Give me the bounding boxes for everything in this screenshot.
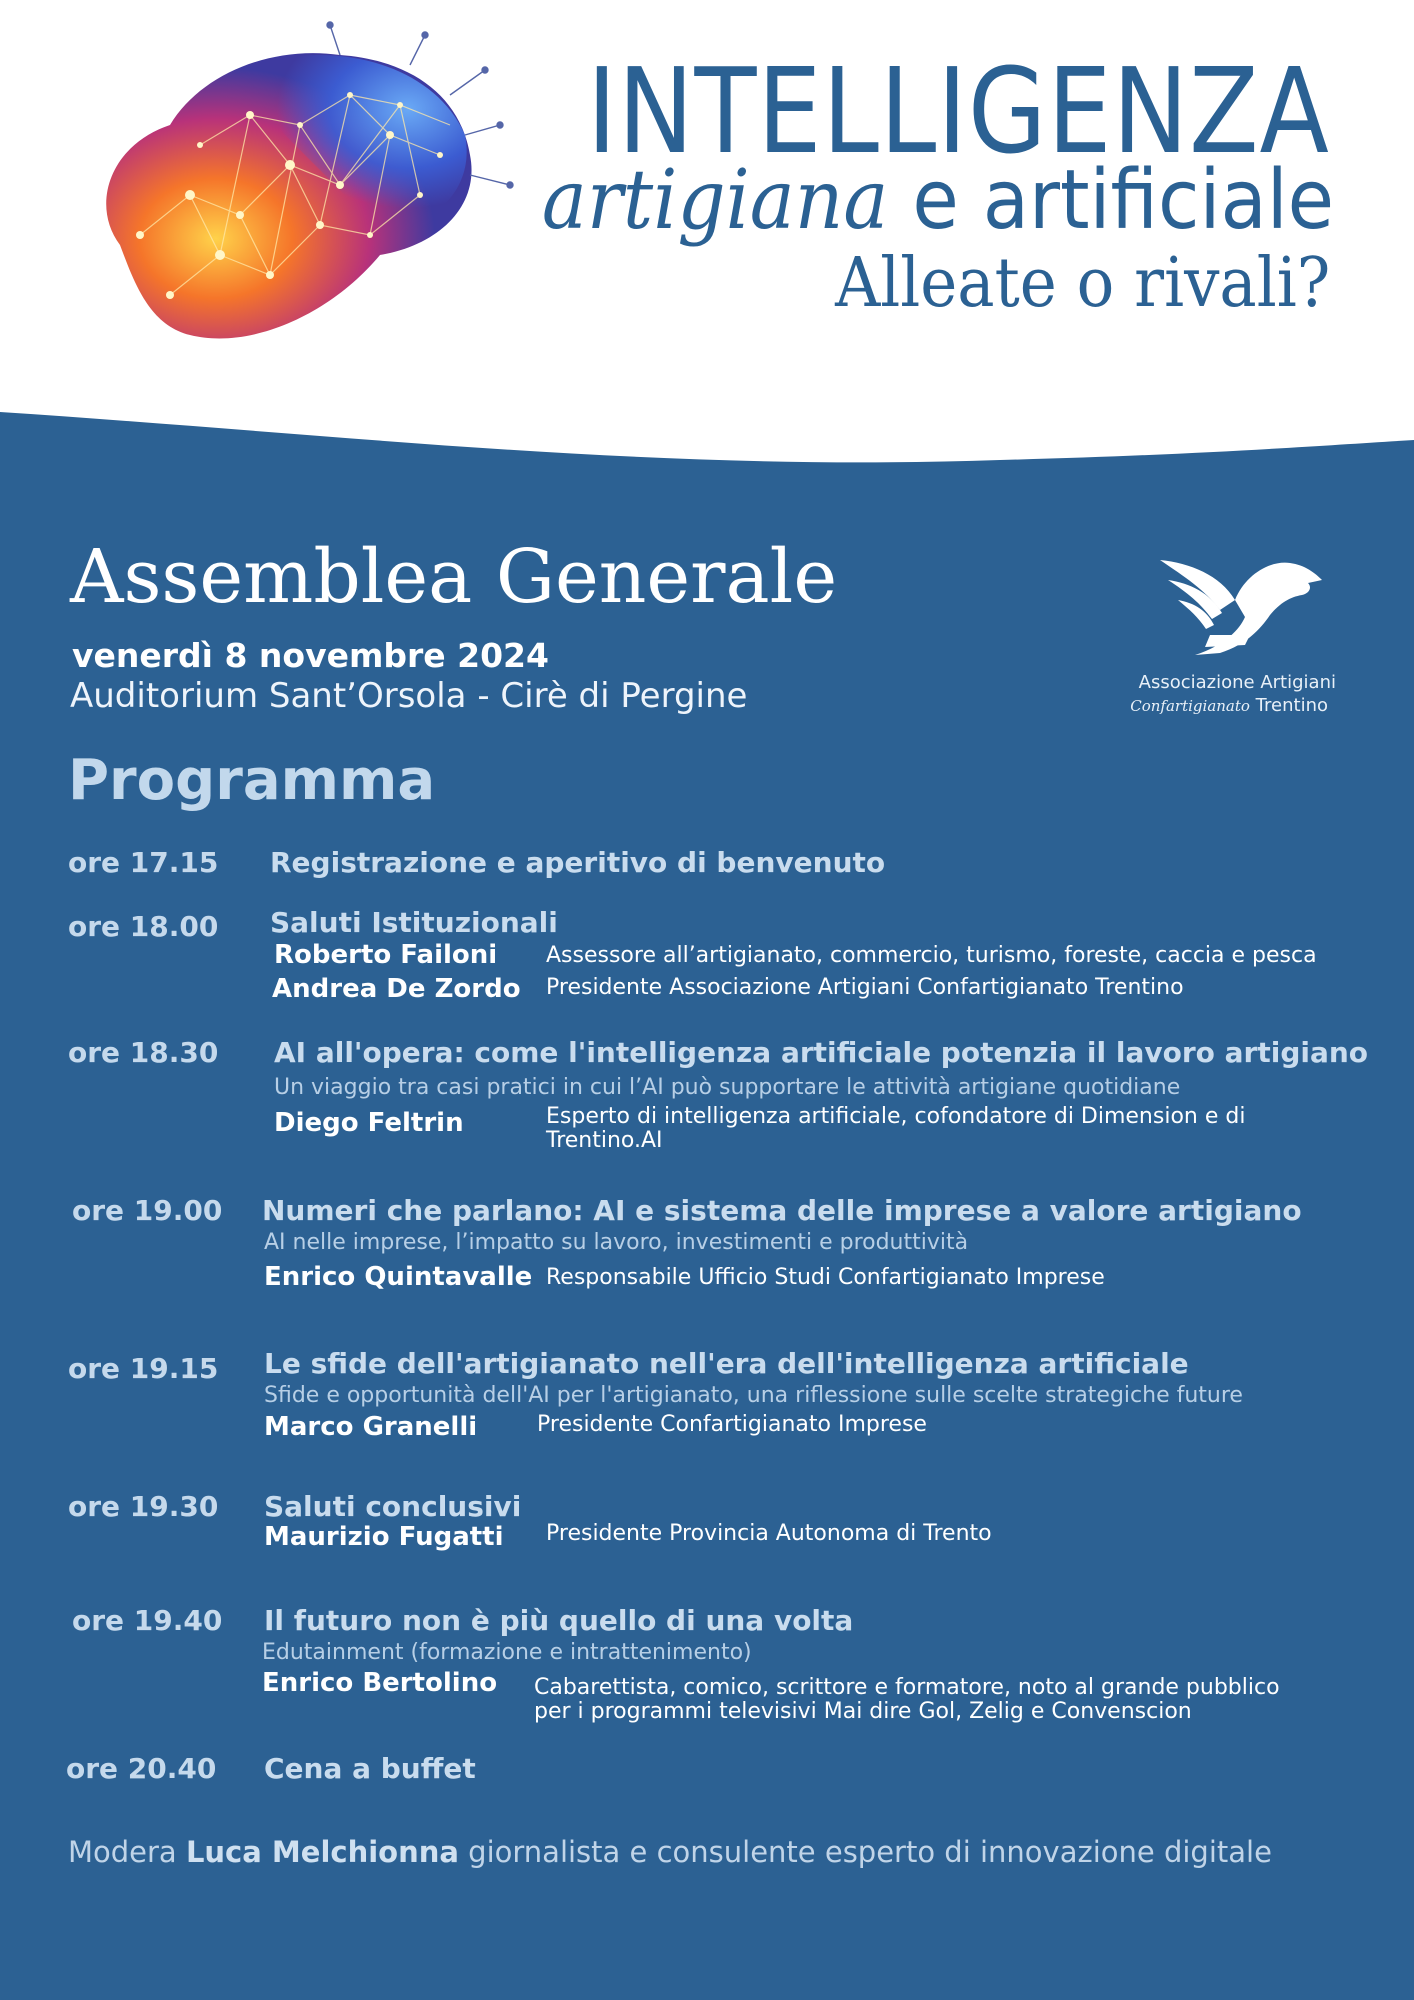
item-subtitle: Sfide e opportunità dell'AI per l'artigianato, una riflessione sulle scelte strategiche future bbox=[264, 1383, 1243, 1408]
moderator-line bbox=[68, 1835, 1272, 1869]
speaker-role: Presidente Associazione Artigiani Confartigianato Trentino bbox=[546, 975, 1184, 1000]
headline-subtitle-rest: e artificiale bbox=[912, 153, 1334, 248]
logo-line2 bbox=[1130, 695, 1328, 716]
wave-divider bbox=[0, 400, 1414, 470]
item-title: AI all'opera: come l'intelligenza artificiale potenzia il lavoro artigiano bbox=[274, 1036, 1369, 1069]
logo-line1: Associazione Artigiani bbox=[1138, 672, 1336, 693]
speaker-role bbox=[534, 1676, 1280, 1724]
logo-script: Confartigianato bbox=[1130, 697, 1250, 715]
speaker-name: Roberto Failoni bbox=[274, 940, 498, 970]
speaker-name: Andrea De Zordo bbox=[272, 974, 521, 1004]
item-subtitle: Edutainment (formazione e intrattenimento) bbox=[262, 1640, 752, 1665]
eagle-logo-icon bbox=[1150, 555, 1330, 665]
speaker-role bbox=[546, 1105, 1245, 1153]
item-time: ore 19.30 bbox=[68, 1490, 219, 1523]
item-title: Il futuro non è più quello di una volta bbox=[264, 1604, 854, 1637]
event-date: venerdì 8 novembre 2024 bbox=[72, 636, 549, 675]
event-place: Auditorium Sant’Orsola - Cirè di Pergine bbox=[70, 676, 748, 716]
headline-subtitle bbox=[541, 153, 1334, 248]
item-time: ore 19.15 bbox=[68, 1352, 219, 1385]
speaker-role-line: per i programmi televisivi Mai dire Gol, Zelig e Convenscion bbox=[534, 1699, 1192, 1725]
speaker-role: Presidente Confartigianato Imprese bbox=[537, 1412, 927, 1437]
speaker-role-line: Trentino.AI bbox=[546, 1128, 663, 1154]
speaker-role-line: Cabarettista, comico, scrittore e formatore, noto al grande pubblico bbox=[534, 1675, 1280, 1700]
speaker-name: Enrico Bertolino bbox=[262, 1668, 498, 1698]
item-title: Le sfide dell'artigianato nell'era dell'intelligenza artificiale bbox=[264, 1347, 1189, 1380]
item-title: Saluti conclusivi bbox=[264, 1490, 522, 1523]
moderator-prefix: Modera bbox=[68, 1835, 177, 1869]
speaker-role-line: Esperto di intelligenza artificiale, cofondatore di Dimension e di bbox=[546, 1104, 1246, 1129]
ai-network-illustration bbox=[80, 15, 540, 365]
item-title: Saluti Istituzionali bbox=[270, 906, 558, 939]
item-time: ore 17.15 bbox=[68, 846, 219, 879]
moderator-description: giornalista e consulente esperto di innovazione digitale bbox=[468, 1835, 1272, 1869]
speaker-role: Responsabile Ufficio Studi Confartigianato Imprese bbox=[546, 1265, 1105, 1290]
logo-line2-rest: Trentino bbox=[1255, 695, 1328, 716]
item-time: ore 18.30 bbox=[68, 1036, 219, 1069]
item-time: ore 18.00 bbox=[68, 910, 219, 943]
item-time: ore 19.00 bbox=[72, 1194, 223, 1227]
moderator-name: Luca Melchionna bbox=[185, 1835, 459, 1869]
item-title: Cena a buffet bbox=[264, 1752, 476, 1785]
event-title: Assemblea Generale bbox=[70, 534, 838, 620]
item-time: ore 20.40 bbox=[66, 1752, 217, 1785]
headline-italic: artigiana bbox=[541, 153, 889, 248]
program-title: Programma bbox=[68, 748, 436, 813]
headline-title: INTELLIGENZA bbox=[587, 42, 1330, 180]
item-subtitle: Un viaggio tra casi pratici in cui l’AI può supportare le attività artigiane quotidiane bbox=[274, 1075, 1181, 1100]
headline-question: Alleate o rivali? bbox=[834, 244, 1330, 323]
speaker-role: Presidente Provincia Autonoma di Trento bbox=[546, 1521, 992, 1546]
speaker-name: Diego Feltrin bbox=[274, 1108, 464, 1138]
item-title: Numeri che parlano: AI e sistema delle imprese a valore artigiano bbox=[262, 1194, 1302, 1227]
item-time: ore 19.40 bbox=[72, 1604, 223, 1637]
item-subtitle: AI nelle imprese, l’impatto su lavoro, investimenti e produttività bbox=[264, 1230, 969, 1255]
speaker-name: Enrico Quintavalle bbox=[264, 1262, 533, 1292]
speaker-role: Assessore all’artigianato, commercio, turismo, foreste, caccia e pesca bbox=[546, 943, 1317, 968]
speaker-name: Marco Granelli bbox=[264, 1412, 478, 1442]
speaker-name: Maurizio Fugatti bbox=[264, 1522, 504, 1552]
item-title: Registrazione e aperitivo di benvenuto bbox=[270, 846, 886, 879]
